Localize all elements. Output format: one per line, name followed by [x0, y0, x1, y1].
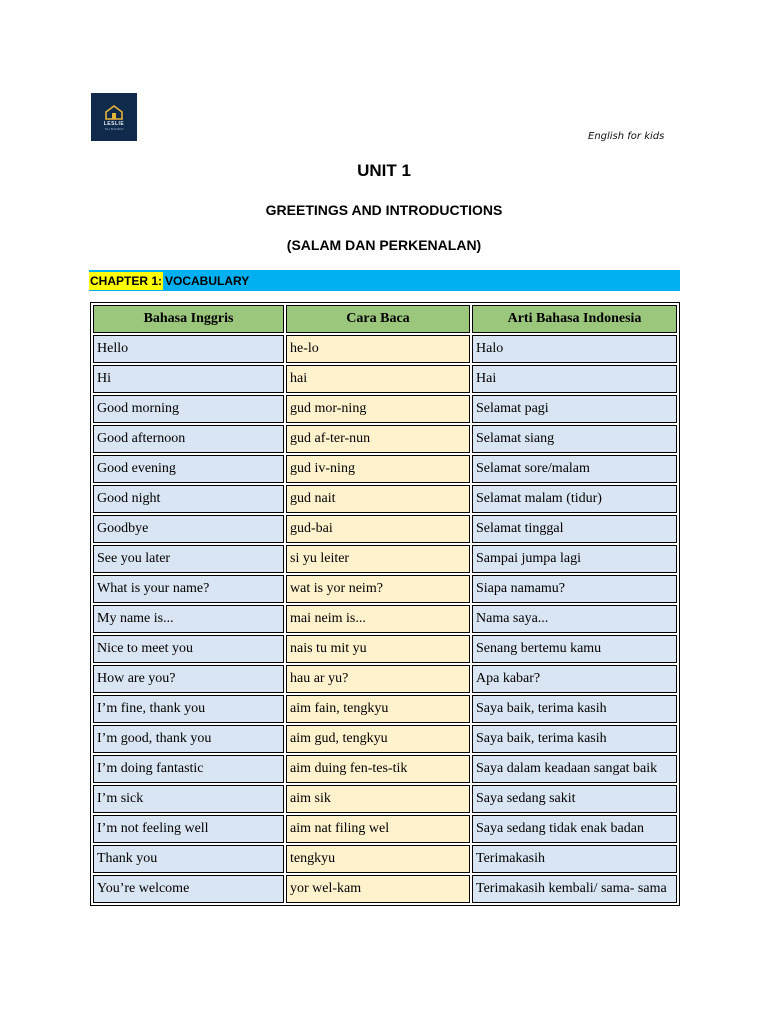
vocabulary-table	[90, 302, 680, 906]
table-row	[93, 545, 677, 573]
pronunciation-cell: gud iv-ning	[286, 455, 470, 483]
pronunciation-cell: yor wel-kam	[286, 875, 470, 903]
english-cell: Good night	[93, 485, 284, 513]
indonesian-cell: Senang bertemu kamu	[472, 635, 677, 663]
indonesian-cell: Hai	[472, 365, 677, 393]
pronunciation-cell: hai	[286, 365, 470, 393]
table-row	[93, 515, 677, 543]
table-row	[93, 335, 677, 363]
column-header: Arti Bahasa Indonesia	[472, 305, 677, 333]
table-row	[93, 665, 677, 693]
chapter-bar	[89, 270, 680, 291]
indonesian-cell: Selamat siang	[472, 425, 677, 453]
table-row	[93, 725, 677, 753]
table-row	[93, 455, 677, 483]
table-row	[93, 425, 677, 453]
logo	[91, 93, 137, 141]
tagline: English for kids	[588, 131, 665, 142]
table-row	[93, 605, 677, 633]
house-logo-icon	[104, 104, 124, 120]
indonesian-cell: Terimakasih	[472, 845, 677, 873]
english-cell: Hello	[93, 335, 284, 363]
subtitle-indonesian: (SALAM DAN PERKENALAN)	[286, 237, 482, 253]
indonesian-cell: Saya baik, terima kasih	[472, 725, 677, 753]
pronunciation-cell: gud af-ter-nun	[286, 425, 470, 453]
table-row	[93, 755, 677, 783]
pronunciation-cell: aim nat filing wel	[286, 815, 470, 843]
indonesian-cell: Saya baik, terima kasih	[472, 695, 677, 723]
indonesian-cell: Saya sedang tidak enak badan	[472, 815, 677, 843]
logo-subtext: TALL BUSINESS	[104, 127, 124, 131]
english-cell: I’m doing fantastic	[93, 755, 284, 783]
chapter-title: VOCABULARY	[165, 273, 250, 288]
table-row	[93, 395, 677, 423]
pronunciation-cell: he-lo	[286, 335, 470, 363]
indonesian-cell: Sampai jumpa lagi	[472, 545, 677, 573]
indonesian-cell: Selamat tinggal	[472, 515, 677, 543]
column-header: Cara Baca	[286, 305, 470, 333]
english-cell: How are you?	[93, 665, 284, 693]
indonesian-cell: Siapa namamu?	[472, 575, 677, 603]
pronunciation-cell: gud nait	[286, 485, 470, 513]
indonesian-cell: Selamat malam (tidur)	[472, 485, 677, 513]
table-row	[93, 365, 677, 393]
pronunciation-cell: si yu leiter	[286, 545, 470, 573]
table-row	[93, 695, 677, 723]
english-cell: See you later	[93, 545, 284, 573]
english-cell: You’re welcome	[93, 875, 284, 903]
indonesian-cell: Nama saya...	[472, 605, 677, 633]
table-row	[93, 635, 677, 663]
pronunciation-cell: gud-bai	[286, 515, 470, 543]
english-cell: Hi	[93, 365, 284, 393]
pronunciation-cell: tengkyu	[286, 845, 470, 873]
english-cell: I’m fine, thank you	[93, 695, 284, 723]
subtitle-english: GREETINGS AND INTRODUCTIONS	[265, 202, 503, 218]
pronunciation-cell: aim sik	[286, 785, 470, 813]
pronunciation-cell: hau ar yu?	[286, 665, 470, 693]
table-row	[93, 845, 677, 873]
english-cell: Nice to meet you	[93, 635, 284, 663]
table-row	[93, 875, 677, 903]
english-cell: Good evening	[93, 455, 284, 483]
indonesian-cell: Saya sedang sakit	[472, 785, 677, 813]
pronunciation-cell: gud mor-ning	[286, 395, 470, 423]
pronunciation-cell: nais tu mit yu	[286, 635, 470, 663]
english-cell: What is your name?	[93, 575, 284, 603]
english-cell: I’m not feeling well	[93, 815, 284, 843]
english-cell: I’m good, thank you	[93, 725, 284, 753]
column-header: Bahasa Inggris	[93, 305, 284, 333]
table-row	[93, 485, 677, 513]
indonesian-cell: Halo	[472, 335, 677, 363]
logo-name: LESLIE	[103, 120, 125, 127]
pronunciation-cell: aim duing fen-tes-tik	[286, 755, 470, 783]
indonesian-cell: Selamat sore/malam	[472, 455, 677, 483]
pronunciation-cell: wat is yor neim?	[286, 575, 470, 603]
english-cell: Goodbye	[93, 515, 284, 543]
english-cell: Good afternoon	[93, 425, 284, 453]
table-row	[93, 815, 677, 843]
pronunciation-cell: mai neim is...	[286, 605, 470, 633]
table-header-row	[93, 305, 677, 333]
english-cell: Good morning	[93, 395, 284, 423]
pronunciation-cell: aim gud, tengkyu	[286, 725, 470, 753]
indonesian-cell: Terimakasih kembali/ sama- sama	[472, 875, 677, 903]
indonesian-cell: Apa kabar?	[472, 665, 677, 693]
english-cell: I’m sick	[93, 785, 284, 813]
table-body	[93, 335, 677, 903]
indonesian-cell: Selamat pagi	[472, 395, 677, 423]
unit-title: UNIT 1	[357, 161, 411, 180]
chapter-label: CHAPTER 1:	[90, 273, 163, 288]
table-row	[93, 785, 677, 813]
english-cell: Thank you	[93, 845, 284, 873]
indonesian-cell: Saya dalam keadaan sangat baik	[472, 755, 677, 783]
english-cell: My name is...	[93, 605, 284, 633]
table-row	[93, 575, 677, 603]
pronunciation-cell: aim fain, tengkyu	[286, 695, 470, 723]
